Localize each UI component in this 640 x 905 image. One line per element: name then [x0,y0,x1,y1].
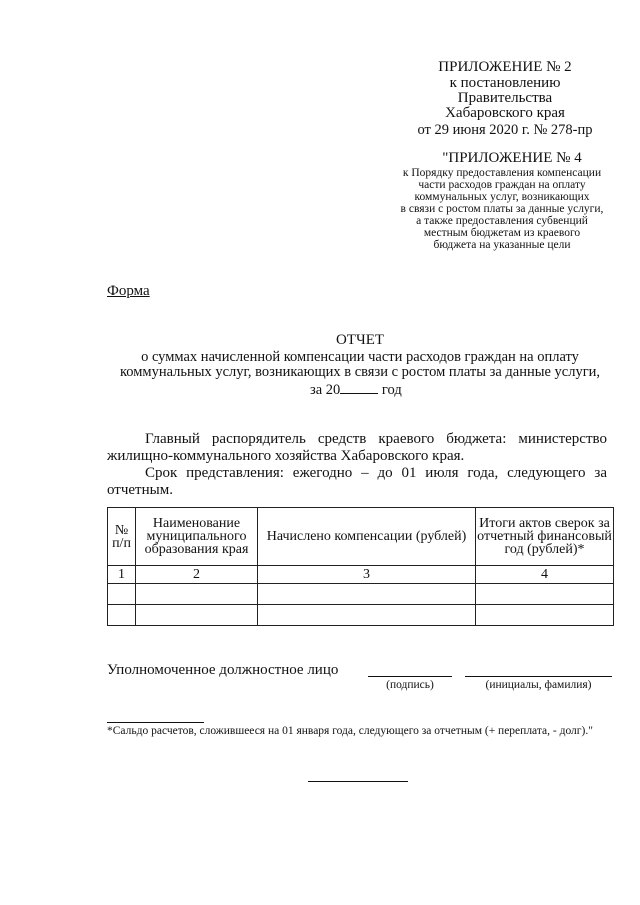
appendix-2-subtitle [405,76,605,121]
table-row [108,584,614,605]
column-number-cell: 2 [136,566,258,584]
signature-line [368,676,452,677]
appendix-4-line: местным бюджетам из краевого [423,227,581,239]
table-cell [258,584,476,605]
report-period-prefix: за 20 [310,382,341,398]
report-year-blank [340,381,378,394]
appendix-2-line: к постановлению [449,75,561,91]
table-cell [476,605,614,626]
appendix-4-line: а также предоставления субвенций [416,215,588,227]
table-cell [108,605,136,626]
table-cell [136,584,258,605]
footnote-divider [107,722,204,723]
report-title: ОТЧЕТ [335,332,385,348]
report-subtitle-line: коммунальных услуг, возникающих в связи с ростом платы за данные услуги, [119,364,601,380]
footnote-text: *Сальдо расчетов, сложившееся на 01 января года, следующего за отчетным (+ переплата, - долг)." [107,725,593,737]
appendix-2-title: ПРИЛОЖЕНИЕ № 2 [438,59,572,75]
name-caption: (инициалы, фамилия) [485,679,592,691]
report-period [310,381,402,399]
deadline-paragraph: Срок представления: ежегодно – до 01 июля года, следующего за отчетным. [107,465,607,498]
appendix-4-line: в связи с ростом платы за данные услуги, [400,203,604,215]
table-cell [476,584,614,605]
table-cell [136,605,258,626]
table-number-row [108,566,614,584]
appendix-2-line: Правительства [457,90,553,106]
report-period-suffix: год [378,382,402,398]
report-subtitle-line: о суммах начисленной компенсации части расходов граждан на оплату [141,349,579,365]
header-cell-reconciliation: Итоги актов сверок за отчетный финансовый год (рублей)* [476,508,614,566]
header-cell-municipality: Наименование муниципального образования края [136,508,258,566]
column-number-cell: 3 [258,566,476,584]
name-line [465,676,612,677]
form-label: Форма [107,283,150,299]
header-cell-compensation: Начислено компенсации (рублей) [258,508,476,566]
column-number-cell: 4 [476,566,614,584]
appendix-4-line: части расходов граждан на оплату [418,179,586,191]
appendix-4-line: коммунальных услуг, возникающих [414,191,590,203]
appendix-4-title: "ПРИЛОЖЕНИЕ № 4 [442,150,582,166]
appendix-4-line: бюджета на указанные цели [433,239,571,251]
column-number-cell: 1 [108,566,136,584]
official-label: Уполномоченное должностное лицо [107,662,339,678]
report-subtitle [90,350,630,380]
signature-caption: (подпись) [386,679,434,691]
appendix-4-line: к Порядку предоставления компенсации [402,167,602,179]
distributor-paragraph: Главный распорядитель средств краевого бюджета: министерство жилищно-коммунального хозяйства Хабаровского края. [107,431,607,464]
appendix-2-line: Хабаровского края [445,105,565,121]
end-divider [308,781,408,782]
report-table [107,507,614,626]
header-cell-number: № п/п [108,508,136,566]
table-cell [108,584,136,605]
appendix-4-subtitle [382,167,622,251]
table-cell [258,605,476,626]
appendix-2-date: от 29 июня 2020 г. № 278-пр [417,122,593,138]
table-header-row [108,508,614,566]
table-row [108,605,614,626]
